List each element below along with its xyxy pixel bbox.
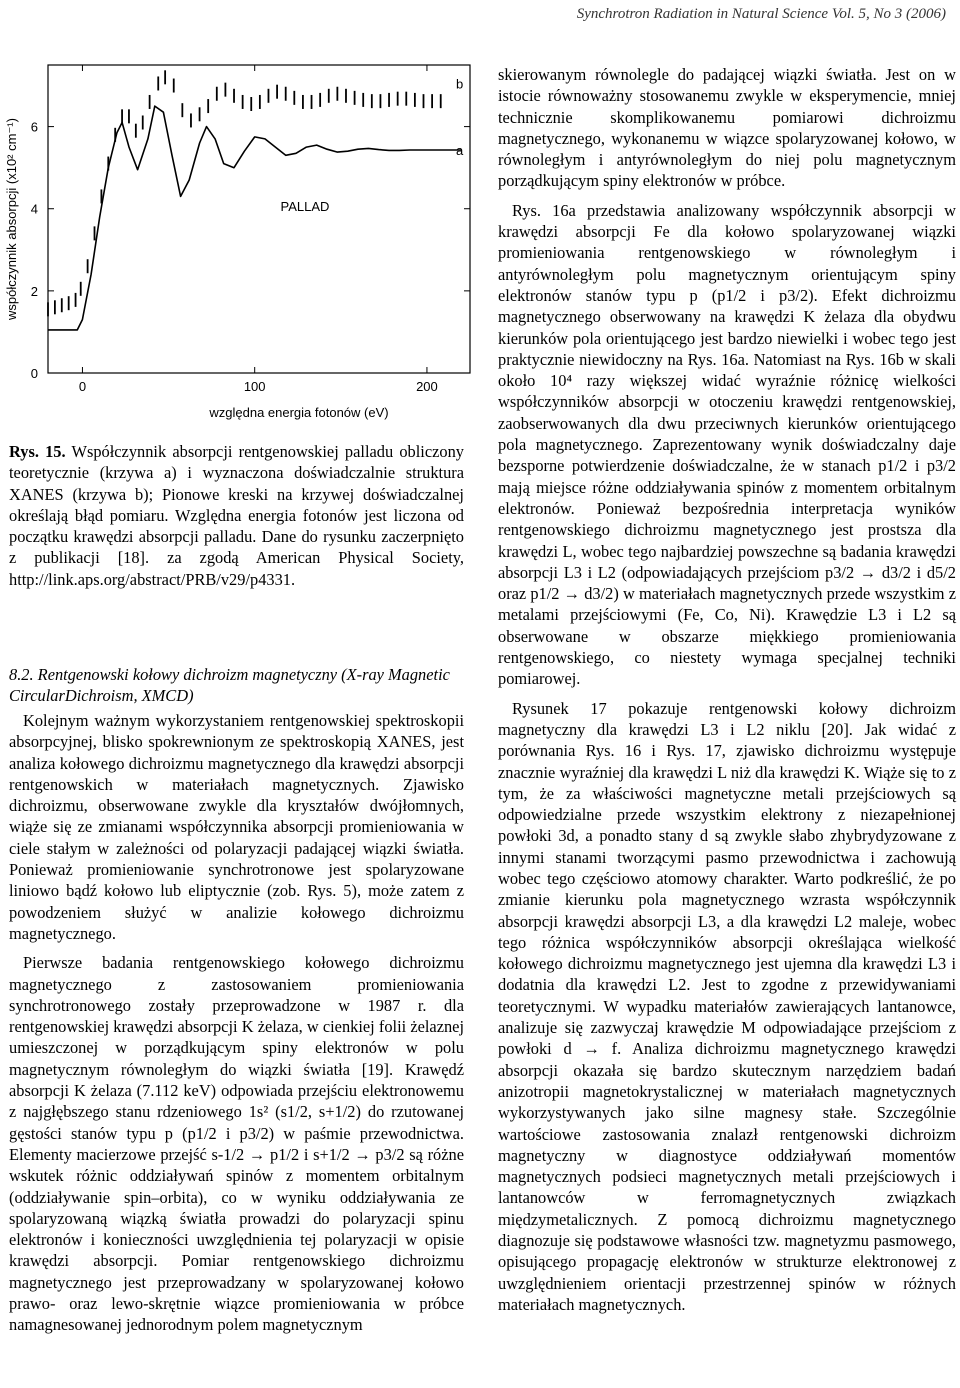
left-paragraph-2: Pierwsze badania rentgenowskiego kołowego dichroizmu magnetycznego z zastosowaniem promieniowania synchrotronowego zostały przeprowadzone w 1987 r. dla rentgenowskiej krawędzi absorpcji K żelaza, w cienkiej folii żelaznej umieszczonej w porządkującym spiny elektronów w polu magnetycznym równoległym do wiązki światła [19]. Krawędź absorpcji K żelaza (7.112 keV) odpowiada przejściu elektronowemu z najgłębszego stanu rdzeniowego 1s² (s1/2, s+1/2) do rzutowanej gęstości stanów typu p (p1/2 i p3/2) w paśmie przewodnictwa. Elementy macierzowe przejść s-1/2 → p1/2 i s+1/2 → p3/2 są różne wskutek różnic oddziaływań spinów z momentem orbitalnym (oddziaływanie spin–orbita), co w wyniku oddziaływania ze spolaryzowaną wiązką światła prowadzi do polaryzacji spinu elektronów i konieczności uwzględnienia tej polaryzacji w opisie krawędzi absorpcji. Pomiar rentgenowskiego dichroizmu magnetycznego jest przeprowadzany w spolaryzowanej kołowo prawo- oraz lewo-skrętnie wiązce promieniowania w próbce namagnesowanej jednorodnym polem magnetycznym (9, 953, 464, 1335)
right-column-body (498, 64, 956, 1323)
figure-15-chart (0, 40, 480, 435)
right-paragraph-1: skierowanym równolegle do padającej wiązki światła. Jest on w istocie równoważny stosowanemu zwykle w eksperymencie, mniej technicznie skomplikowanemu pomiarowi dichroizmu magnetycznego, wykonanemu w wiązce spolaryzowanej kołowo, w równoległym i antyrównoległym do niej polu magnetycznym porządkującym spiny elektronów w próbce. (498, 65, 956, 191)
y-tick-label: 4 (30, 201, 38, 217)
right-paragraph-3: Rysunek 17 pokazuje rentgenowski kołowy dichroizm magnetyczny dla krawędzi L3 i L2 niklu [20]. Jak widać z porównania Rys. 16 i Rys. 17, zjawisko dichroizmu występuje znacznie wyraźniej dla krawędzi L niż dla krawędzi K. Wiąże się to z tym, że za właściwości magnetyczne metali przejściowych są odpowiedzialne przede wszystkim elektrony z niezapełnionej powłoki 3d, a ponadto stany d są zwykle słabo zhybrydyzowane z innymi stanami tworzącymi pasmo przewodnictwa i zachowują wobec tego częściowo atomowy charakter. Warto podkreślić, że po zmianie kierunku pola magnetycznego wzrasta współczynnik absorpcji krawędzi absorpcji L3, a dla krawędzi L2 maleje, wobec tego różnica współczynników absorpcji określająca wielkość kołowego dichroizmu magnetycznego jest ujemna dla krawędzi L3 i dodatnia dla krawędzi L2. Jest to zgodne z przewidywaniami teoretycznymi. W wypadku materiałów zawierających lantanowce, analizuje się zazwyczaj krawędzie M odpowiadające przejściom z powłoki d → f. Analiza dichroizmu magnetycznego krawędzi absorpcji okazała się bardzo skutecznym narzędziem badań anizotropii magnetokrystalicznej w materiałach magnetycznych wykorzystywanych jako silne magnesy stałe. Szczególnie wartościowe zastosowania znalazł rentgenowski dichroizm magnetyczny w diagnostyce oddziaływań momentów magnetycznych podsieci magnetycznych metali przejściowych i lantanowców w ferromagnetycznych związkach międzymetalicznych. Z pomocą dichroizmu magnetycznego diagnozuje się podstawowe własności tzw. magnetyzmu pasmowego, opisującego propagację elektronów w strukturze elektronowej z uwzględnieniem orientacji przestrzennej spinów w różnych materiałach magnetycznych. (498, 698, 956, 1314)
y-tick-label: 2 (30, 283, 38, 299)
series-b-label: b (456, 76, 464, 92)
caption-text: Współczynnik absorpcji rentgenowskiej palladu obliczony teoretycznie (krzywa a) i wyznaczona doświadczalnie struktura XANES (krzywa b); Pionowe kreski na krzywej doświadczalnej określają błąd pomiaru. Względna energia fotonów jest liczona od początku krawędzi absorpcji palladu. Dane do rysunku zaczerpnięto z publikacji [18]. za zgodą American Physical Society, http://link.aps.org/abstract/PRB/v29/p4331. (9, 442, 464, 589)
series-a-label: a (456, 143, 464, 159)
x-tick-label: 0 (78, 379, 87, 394)
left-column-body (9, 710, 464, 1344)
x-tick-label: 200 (416, 379, 438, 394)
y-axis-label: współczynnik absorpcji (x10² cm⁻¹) (4, 118, 19, 320)
series-a-line (48, 106, 461, 330)
plot-frame (48, 65, 470, 373)
figure-caption (9, 441, 464, 590)
x-tick-label: 100 (243, 379, 266, 394)
caption-label: Rys. 15. (9, 442, 66, 461)
y-tick-label: 6 (30, 119, 38, 135)
right-paragraph-2: Rys. 16a przedstawia analizowany współczynnik absorpcji w krawędzi absorpcji Fe dla kołowo spolaryzowanej wiązki promieniowania rentgenowskiego w równoległym i antyrównoległym polu magnetycznym orientującym spiny elektronów stanów typu p (p1/2 i p3/2). Efekt dichroizmu magnetycznego obserwowany na krawędzi K żelaza dla obydwu kierunków pola orientującego jest bardzo niewielki i wobec tego jest praktycznie niewidoczny na Rys. 16a. Natomiast na Rys. 16b w skali około 10⁴ razy większej widać wyraźnie różnicę wielkości współczynników absorpcji w otoczeniu krawędzi rentgenowskiej, zaobserwowanych dla dwu przeciwnych kierunków orientującego pola magnetycznego. Zaprezentowany wynik doświadczalny daje bezsporne potwierdzenie doświadczalne, że w stanach p1/2 i p3/2 mają miejsce różne oddziaływania spinów z momentem orbitalnym elektronów. Ponieważ bezpośrednia interpretacja wyników rentgenowskiego dichroizmu magnetycznego jest prostsza dla krawędzi L, wobec tego najbardziej powszechne są badania krawędzi absorpcji L3 i L2 (odpowiadających przejściom p3/2 → d3/2 i d5/2 oraz p1/2 → d3/2) w materiałach magnetycznych przede wszystkim z metalami przejściowymi (Fe, Co, Ni). Krawędzie L3 i L2 są obserwowane w obszarze miękkiego promieniowania rentgenowskiego, co niestety wymaga specjalnej techniki pomiarowej. (498, 200, 956, 689)
section-title: 8.2. Rentgenowski kołowy dichroizm magnetyczny (X-ray Magnetic CircularDichroism, XMCD) (9, 665, 450, 706)
journal-header: Synchrotron Radiation in Natural Science Vol. 5, No 3 (2006) (576, 6, 946, 22)
left-paragraph-1: Kolejnym ważnym wykorzystaniem rentgenowskiej spektroskopii absorpcyjnej, blisko spokrewnionym ze spektroskopią XANES, jest analiza kołowego dichroizmu magnetycznego dla krawędzi absorpcji rentgenowskich w materiałach magnetycznych. Zjawisko dichroizmu, obserwowane zwykle dla kryształów dwójłomnych, wiąże się ze zmianami współczynnika absorpcji promieniowania w ciele stałym w zależności od polaryzacji padającej wiązki światła. Ponieważ promieniowanie synchrotronowe jest spolaryzowane liniowo bądź kołowo lub eliptycznie (zob. Rys. 5), może zatem z powodzeniem służyć w analizie kołowego dichroizmu magnetycznego. (9, 711, 464, 943)
y-tick-label: 0 (30, 366, 38, 381)
x-axis-label: względna energia fotonów (eV) (209, 405, 389, 420)
chart-annotation: PALLAD (280, 198, 330, 214)
